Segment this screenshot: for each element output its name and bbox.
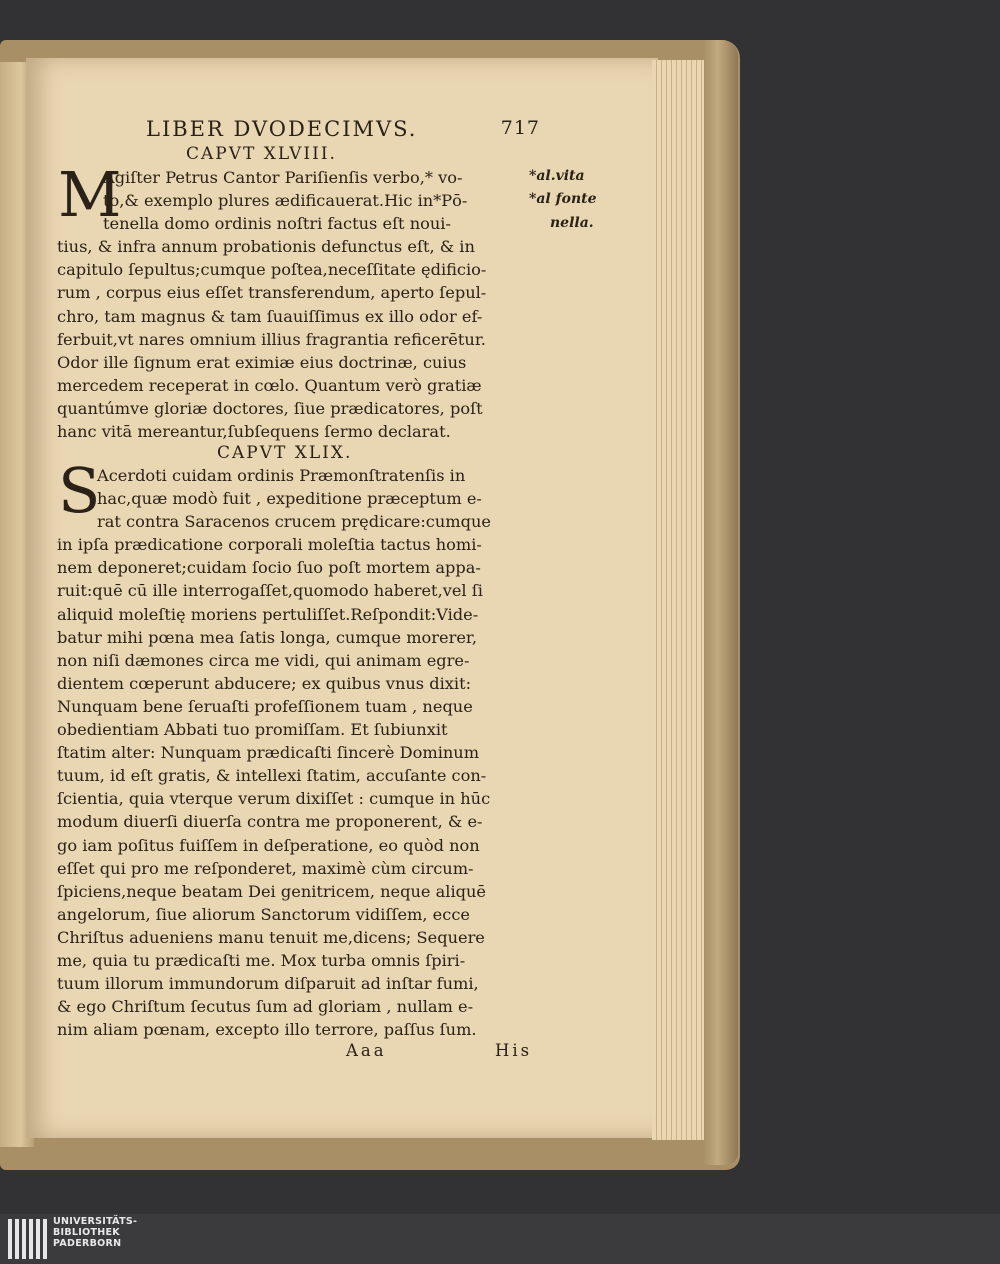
- text-line: tuum illorum immundorum diſparuit ad inſtar fumi,: [57, 974, 479, 994]
- library-name-line: UNIVERSITÄTS-: [53, 1216, 138, 1227]
- text-line: aliquid moleſtię moriens pertuliſſet.Reſpondit:Vide-: [57, 604, 479, 624]
- library-logo-icon: [8, 1219, 48, 1259]
- library-name-line: PADERBORN: [53, 1237, 122, 1249]
- library-name-line: BIBLIOTHEK: [53, 1226, 120, 1238]
- text-line: hac,quæ modò fuit , expeditione præceptum e-: [97, 489, 482, 509]
- text-line: angelorum, ſiue aliorum Sanctorum vidiſſem, ecce: [57, 904, 470, 924]
- text-line: obedientiam Abbati tuo promiſſam. Et ſubiunxit: [57, 720, 448, 740]
- text-line: nim aliam pœnam, excepto illo terrore, paſſus ſum.: [57, 1020, 477, 1040]
- text-line: dientem cœperunt abducere; ex quibus vnus dixit:: [57, 673, 472, 693]
- text-line: Agiſter Petrus Cantor Pariſienſis verbo,* vo-: [103, 168, 463, 187]
- drop-initial: S: [58, 454, 101, 527]
- text-line: quantúmve gloriæ doctores, ſiue prædicatores, poſt: [57, 398, 483, 418]
- text-line: Chriſtus adueniens manu tenuit me,dicens; Sequere: [57, 927, 485, 947]
- text-line: eſſet qui pro me reſponderet, maximè cùm circum-: [57, 858, 474, 878]
- margin-note: *al fonte: [529, 191, 597, 207]
- text-line: go iam poſitus fuiſſem in deſperatione, eo quòd non: [57, 835, 480, 855]
- chapter-text: [57, 464, 491, 1041]
- signature-mark: Aaa: [346, 1041, 387, 1060]
- text-line: rat contra Saracenos crucem prędicare:cumque: [97, 512, 492, 532]
- text-line: chro, tam magnus & tam ſuauiſſimus ex illo odor ef-: [57, 306, 483, 326]
- cover-edge: [704, 40, 738, 1165]
- text-line: & ego Chriſtum ſecutus ſum ad gloriam , nullam e-: [57, 997, 474, 1017]
- text-line: ruit:quē cū ille interrogaſſet,quomodo haberet,vel ſi: [57, 581, 483, 601]
- text-line: ſtatim alter: Nunquam prædicaſti ſincerè Dominum: [57, 743, 480, 763]
- page-stack-edges: [652, 60, 706, 1140]
- chapter-text: [57, 158, 487, 443]
- text-line: ſpiciens,neque beatam Dei genitricem, neque aliquē: [57, 881, 487, 901]
- text-line: in ipſa prædicatione corporali moleſtia tactus homi-: [57, 535, 482, 555]
- text-line: Odor ille ſignum erat eximiæ eius doctrinæ, cuius: [57, 352, 467, 372]
- library-footer: [0, 1214, 1000, 1264]
- running-head: LIBER DVODECIMVS.: [146, 117, 418, 141]
- text-line: capitulo ſepultus;cumque poſtea,neceſſitate ędificio-: [57, 260, 487, 280]
- text-line: non niſi dæmones circa me vidi, qui animam egre-: [57, 650, 470, 670]
- margin-note: *al.vita: [529, 168, 585, 184]
- text-line: ferbuit,vt nares omnium illius fragrantia reficerētur.: [57, 329, 486, 349]
- text-line: hanc vitā mereantur,ſubſequens ſermo declarat.: [57, 422, 451, 442]
- page-number: 717: [500, 117, 540, 139]
- text-line: ſcientia, quia vterque verum dixiſſet : cumque in hūc: [57, 789, 491, 809]
- text-line: Acerdoti cuidam ordinis Præmonſtratenſis in: [97, 466, 466, 485]
- catchword: His: [495, 1041, 533, 1060]
- chapter-heading: CAPVT XLIX.: [217, 443, 353, 463]
- margin-note: nella.: [550, 215, 594, 231]
- text-line: rum , corpus eius eſſet transferendum, aperto ſepul-: [57, 283, 487, 303]
- text-line: nem deponeret;cuidam ſocio ſuo poſt mortem appa-: [57, 558, 481, 578]
- text-line: modum diuerſi diuerſa contra me proponerent, & e-: [57, 812, 483, 832]
- text-line: tius, & infra annum probationis defunctus eſt, & in: [57, 237, 475, 257]
- text-line: tenella domo ordinis noſtri factus eſt noui-: [103, 214, 451, 234]
- text-line: mercedem receperat in cœlo. Quantum verò gratiæ: [57, 375, 482, 395]
- text-line: batur mihi pœna mea ſatis longa, cumque morerer,: [57, 627, 478, 647]
- text-line: to,& exemplo plures ædificauerat.Hic in*Pō-: [103, 191, 468, 211]
- drop-initial: M: [58, 158, 122, 231]
- page-header: [146, 117, 540, 143]
- library-name: [53, 1217, 137, 1249]
- text-line: tuum, id eſt gratis, & intellexi ſtatim, accuſante con-: [57, 766, 487, 786]
- chapter-heading: CAPVT XLVIII.: [186, 144, 337, 164]
- text-line: me, quia tu prædicaſti me. Mox turba omnis ſpiri-: [57, 950, 466, 970]
- text-line: Nunquam bene ſeruaſti profeſſionem tuam , neque: [57, 696, 473, 716]
